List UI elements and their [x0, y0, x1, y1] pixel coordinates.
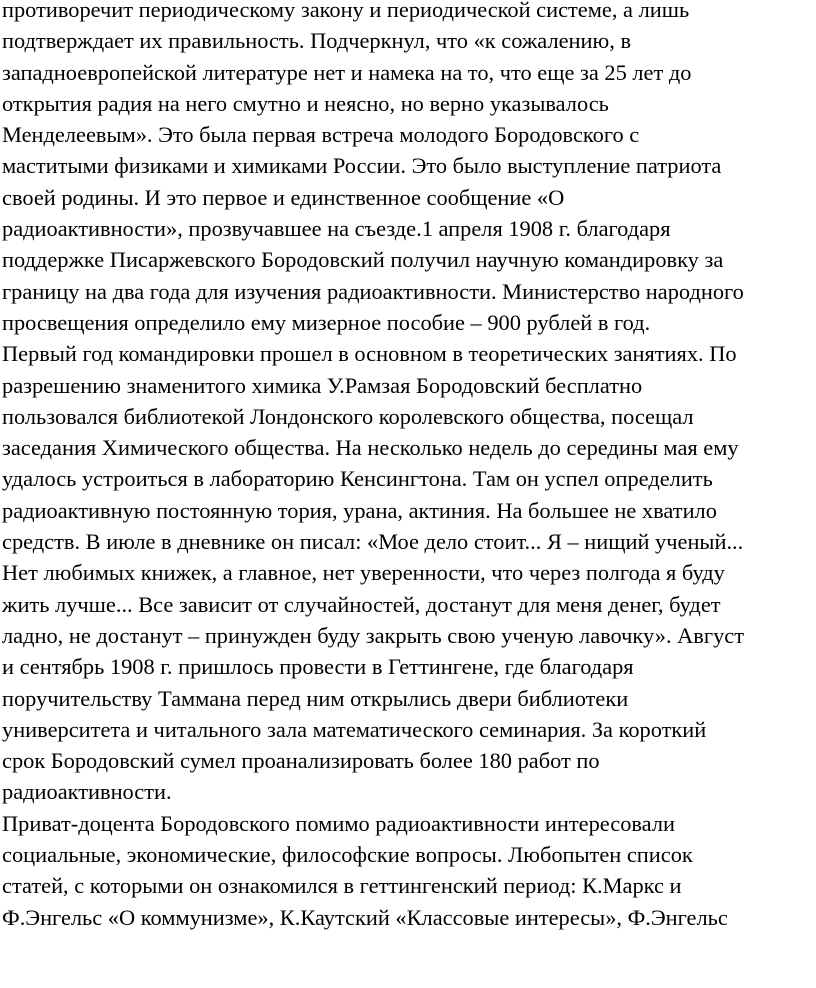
text-line: границу на два года для изучения радиоактивности. Министерство народного: [2, 278, 744, 304]
text-line: удалось устроиться в лабораторию Кенсингтона. Там он успел определить: [2, 466, 713, 492]
text-line: западноевропейской литературе нет и намека на то, что еще за 25 лет до: [2, 59, 692, 85]
text-line: подтверждает их правильность. Подчеркнул, что «к сожалению, в: [2, 28, 632, 54]
text-line: открытия радия на него смутно и неясно, но верно указывалось: [2, 90, 609, 116]
text-line: Приват-доцента Бородовского помимо радиоактивности интересовали: [2, 810, 675, 836]
text-line: средств. В июле в дневнике он писал: «Мое дело стоит... Я – нищий ученый...: [2, 529, 744, 555]
text-line: жить лучше... Все зависит от случайностей, достанут для меня денег, будет: [2, 591, 721, 617]
text-line: Нет любимых книжек, а главное, нет уверенности, что через полгода я буду: [2, 560, 725, 586]
text-line: социальные, экономические, философские вопросы. Любопытен список: [2, 842, 693, 868]
text-line: пользовался библиотекой Лондонского королевского общества, посещал: [2, 403, 694, 429]
text-line: противоречит периодическому закону и периодической системе, а лишь: [2, 0, 690, 22]
text-line: Первый год командировки прошел в основном в теоретических занятиях. По: [2, 341, 737, 367]
text-line: университета и читального зала математического семинария. За короткий: [2, 716, 707, 742]
text-line: радиоактивности», прозвучавшее на съезде.1 апреля 1908 г. благодаря: [2, 216, 671, 242]
text-line: Менделеевым». Это была первая встреча молодого Бородовского с: [2, 122, 640, 148]
text-line: радиоактивности.: [2, 779, 172, 805]
text-line: своей родины. И это первое и единственное сообщение «О: [2, 184, 565, 210]
text-line: радиоактивную постоянную тория, урана, актиния. На большее не хватило: [2, 497, 717, 523]
text-line: просвещения определило ему мизерное пособие – 900 рублей в год.: [2, 309, 651, 335]
text-line: поручительству Таммана перед ним открылись двери библиотеки: [2, 685, 629, 711]
text-line: и сентябрь 1908 г. пришлось провести в Геттингене, где благодаря: [2, 654, 634, 680]
text-line: разрешению знаменитого химика У.Рамзая Бородовский бесплатно: [2, 372, 643, 398]
text-line: ладно, не достанут – принужден буду закрыть свою ученую лавочку». Август: [2, 622, 744, 648]
text-line: поддержке Писаржевского Бородовский получил научную командировку за: [2, 247, 724, 273]
text-line: Ф.Энгельс «О коммунизме», К.Каутский «Классовые интересы», Ф.Энгельс: [2, 904, 728, 930]
text-line: заседания Химического общества. На несколько недель до середины мая ему: [2, 435, 739, 461]
text-line: срок Бородовский сумел проанализировать более 180 работ по: [2, 748, 600, 774]
text-line: маститыми физиками и химиками России. Это было выступление патриота: [2, 153, 722, 179]
text-line: статей, с которыми он ознакомился в геттингенский период: К.Маркс и: [2, 873, 682, 899]
